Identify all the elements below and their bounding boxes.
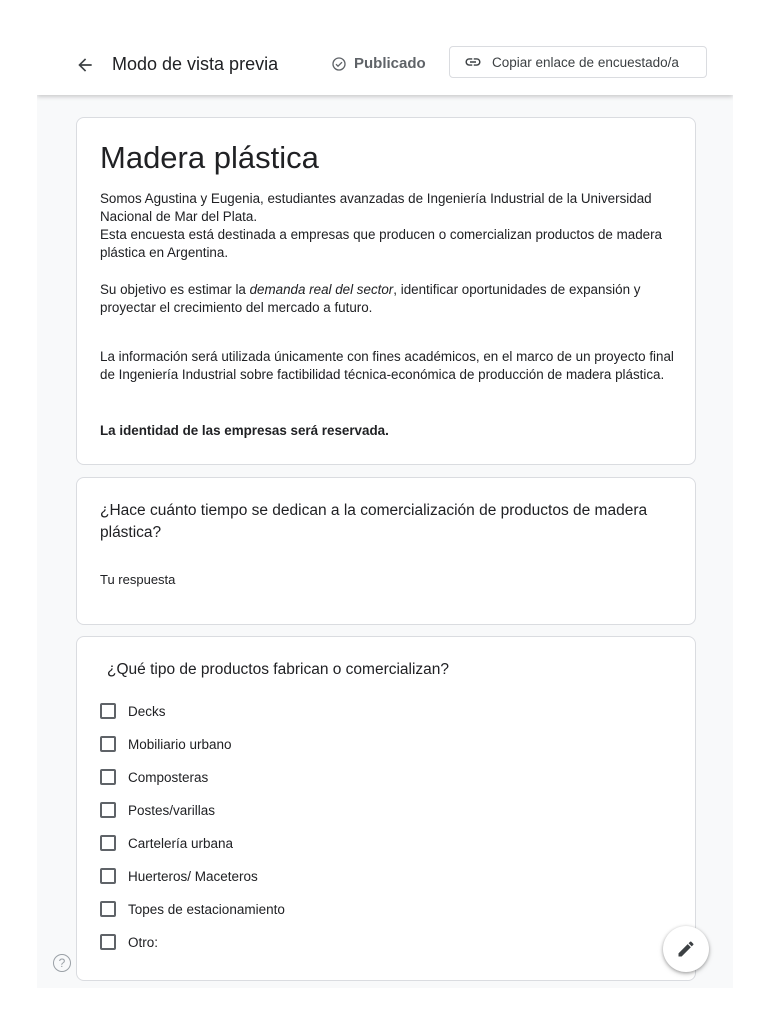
checkbox[interactable]: [100, 703, 116, 719]
top-bar: [37, 33, 733, 95]
option-label: Postes/varillas: [128, 802, 216, 818]
help-icon[interactable]: ?: [53, 954, 71, 972]
option-label: Composteras: [128, 769, 209, 785]
form-info-usage: La información será utilizada únicamente con fines académicos, en el marco de un proyecto final de Ingeniería Industrial sobre factibilidad técnica-económica de producción de madera plástica.: [100, 349, 674, 382]
copy-link-label: Copiar enlace de encuestado/a: [492, 54, 679, 70]
form-intro-1: Somos Agustina y Eugenia, estudiantes avanzadas de Ingeniería Industrial de la Universidad Nacional de Mar del Plata.: [100, 191, 652, 224]
question-card-products: [76, 636, 696, 981]
objective-emphasis: demanda real del sector: [249, 282, 394, 297]
question-card-time: [76, 477, 696, 625]
form-objective: [100, 281, 678, 317]
checkbox[interactable]: [100, 934, 116, 950]
pencil-icon: [676, 939, 696, 959]
published-status: [331, 55, 426, 72]
option-decks[interactable]: [100, 703, 166, 719]
option-carteleria-urbana[interactable]: [100, 835, 233, 851]
form-header-card: [76, 117, 696, 465]
form-title: Madera plástica: [100, 140, 319, 175]
forms-preview-window: [37, 33, 733, 988]
option-topes-estacionamiento[interactable]: [100, 901, 285, 917]
option-otro[interactable]: [100, 934, 158, 950]
question-title: ¿Qué tipo de productos fabrican o comercializan?: [107, 661, 450, 678]
checkbox[interactable]: [100, 868, 116, 884]
arrow-back-icon: [75, 55, 95, 75]
option-postes-varillas[interactable]: [100, 802, 215, 818]
checkbox[interactable]: [100, 901, 116, 917]
option-huerteros-maceteros[interactable]: [100, 868, 258, 884]
option-label: Mobiliario urbano: [128, 736, 232, 752]
copy-respondent-link-button[interactable]: [449, 46, 707, 78]
link-icon: [464, 53, 482, 71]
form-privacy-note: La identidad de las empresas será reservada.: [100, 423, 389, 438]
objective-prefix: Su objetivo es estimar la: [100, 282, 250, 297]
status-label: Publicado: [354, 55, 426, 72]
form-intro-2: Esta encuesta está destinada a empresas que producen o comercializan productos de madera plástica en Argentina.: [100, 227, 663, 260]
short-answer-input[interactable]: Tu respuesta: [100, 572, 176, 587]
objective-suffix: , identificar oportunidades de expansión y proyectar el crecimiento del mercado a futuro.: [100, 282, 641, 315]
option-label: Topes de estacionamiento: [128, 901, 285, 917]
option-label: Otro:: [128, 934, 159, 950]
back-button[interactable]: [73, 53, 97, 77]
checkbox[interactable]: [100, 769, 116, 785]
check-circle-icon: [331, 56, 347, 72]
preview-mode-title: Modo de vista previa: [112, 54, 279, 74]
option-mobiliario-urbano[interactable]: [100, 736, 232, 752]
edit-button[interactable]: [663, 926, 709, 972]
option-composteras[interactable]: [100, 769, 208, 785]
question-title: ¿Hace cuánto tiempo se dedican a la comercialización de productos de madera plástica?: [100, 502, 648, 541]
option-label: Decks: [128, 703, 166, 719]
option-label: Cartelería urbana: [128, 835, 234, 851]
checkbox[interactable]: [100, 736, 116, 752]
checkbox[interactable]: [100, 802, 116, 818]
checkbox[interactable]: [100, 835, 116, 851]
option-label: Huerteros/ Maceteros: [128, 868, 258, 884]
